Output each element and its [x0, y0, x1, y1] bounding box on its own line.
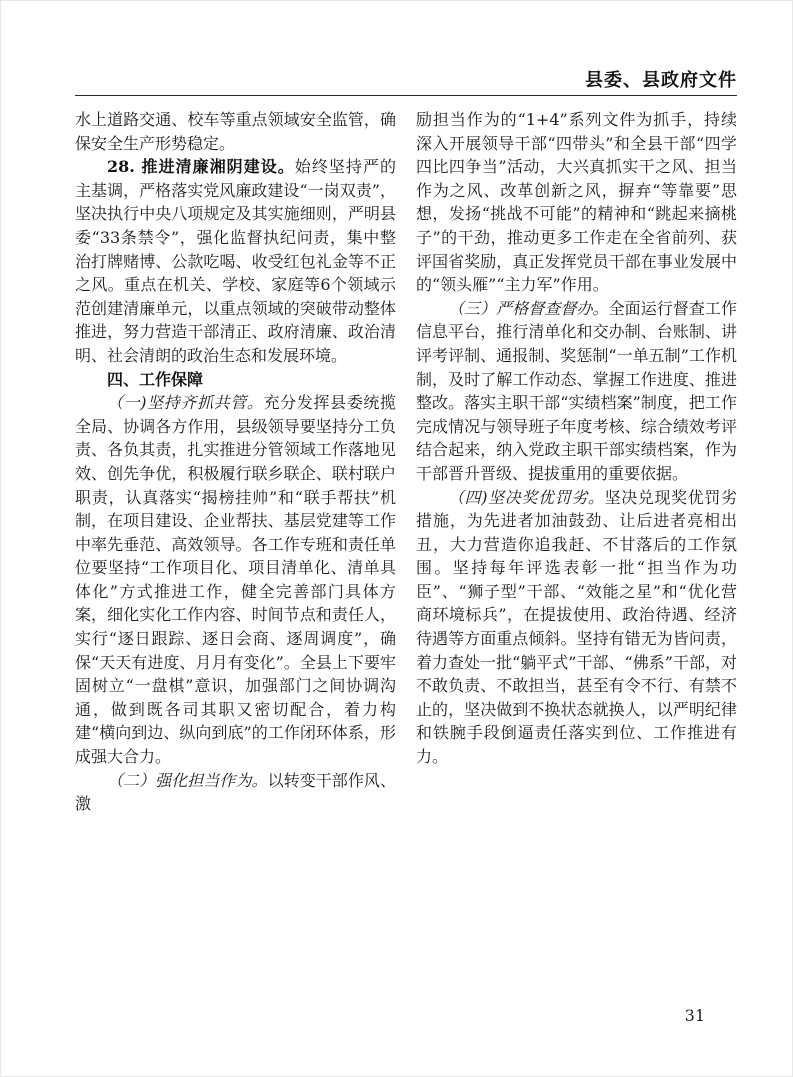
section-heading: 四、工作保障: [107, 369, 204, 389]
paragraph-text: 水上道路交通、校车等重点领域安全监管，确保安全生产形势稳定。: [75, 110, 396, 153]
page-number: 31: [684, 1006, 705, 1025]
paragraph-text: 全面运行督查工作信息平台，推行清单化和交办制、台账制、讲评考评制、通报制、奖惩制“一单五制”工作机制，及时了解工作动态、掌握工作进度、推进整改。落实主职干部“实绩档案”制度，把工作完成情况与领导班子年度考核、综合绩效考评结合起来，纳入党政主职干部实绩档案，作为干部晋升晋级、提拔重用的重要依据。: [416, 298, 737, 483]
paragraph-lead: （三）严格督查督办。: [448, 298, 609, 318]
paragraph-text: 以转变干部作风、激: [75, 770, 396, 814]
paragraph-lead: （一)坚持齐抓共管。: [107, 393, 264, 413]
paragraph-lead: 28. 推进清廉湘阴建设。: [107, 157, 295, 177]
text-columns: [75, 108, 737, 816]
header-rule: [75, 95, 737, 96]
text-column-left: [75, 108, 396, 816]
paragraph-item-2: [75, 769, 396, 816]
paragraph-continuation: [75, 108, 396, 155]
paragraph-continuation: [416, 108, 737, 297]
paragraph-lead: （四)坚决奖优罚劣。: [448, 487, 605, 507]
paragraph-item-28: [75, 155, 396, 367]
paragraph-item-3: [416, 297, 737, 486]
paragraph-text: 始终坚持严的主基调，严格落实党风廉政建设“一岗双责”，坚决执行中央八项规定及其实施细则，严明县委“33条禁令”，强化监督执纪问责，集中整治打牌赌博、公款吃喝、收受红包礼金等不正之风。重点在机关、学校、家庭等6个领域示范创建清廉单元，以重点领域的突破带动整体推进，努力营造干部清正、政府清廉、政治清明、社会清朗的政治生态和发展环境。: [75, 157, 396, 365]
paragraph-item-1: [75, 391, 396, 769]
paragraph-item-4: [416, 486, 737, 769]
text-column-right: [416, 108, 737, 816]
paragraph-text: 坚决兑现奖优罚劣措施，为先进者加油鼓劲、让后进者亮相出丑，大力营造你追我赶、不甘落后的工作氛围。坚持每年评选表彰一批“担当作为功臣”、“狮子型”干部、“效能之星”和“优化营商环境标兵”，在提拔使用、政治待遇、经济待遇等方面重点倾斜。坚持有错无为皆问责，着力查处一批“躺平式”干部、“佛系”干部，对不敢负责、不敢担当，甚至有令不行、有禁不止的，坚决做到不换状态就换人，以严明纪律和铁腕手段倒逼责任落实到位、工作推进有力。: [416, 487, 737, 767]
paragraph-text: 充分发挥县委统揽全局、协调各方作用，县级领导要坚持分工负责、各负其责，扎实推进分管领域工作落地见效、创先争优，积极履行联乡联企、联村联户职责，认真落实“揭榜挂帅”和“联手帮扶”机制，在项目建设、企业帮扶、基层党建等工作中率先垂范、高效领导。各工作专班和责任单位要坚持“工作项目化、项目清单化、清单具体化”方式推进工作，健全完善部门具体方案，细化实化工作内容、时间节点和责任人，实行“逐日跟踪、逐日会商、逐周调度”，确保“天天有进度、月月有变化”。全县上下要牢固树立“一盘棋”意识，加强部门之间协调沟通，做到既各司其职又密切配合，着力构建“横向到边、纵向到底”的工作闭环体系，形成强大合力。: [75, 393, 396, 767]
paragraph-text: 励担当作为的“1+4”系列文件为抓手，持续深入开展领导干部“四带头”和全县干部“四学四比四争当”活动，大兴真抓实干之风、担当作为之风、改革创新之风，摒弃“等靠要”思想，发扬“挑战不可能”的精神和“跳起来摘桃子”的干劲，推动更多工作走在全省前列、获评国省奖励，真正发挥党员干部在事业发展中的“领头雁”“主力军”作用。: [416, 110, 737, 295]
document-header: [75, 66, 737, 92]
header-title: 县委、县政府文件: [585, 70, 737, 91]
paragraph-lead: （二）强化担当作为。: [107, 770, 268, 790]
